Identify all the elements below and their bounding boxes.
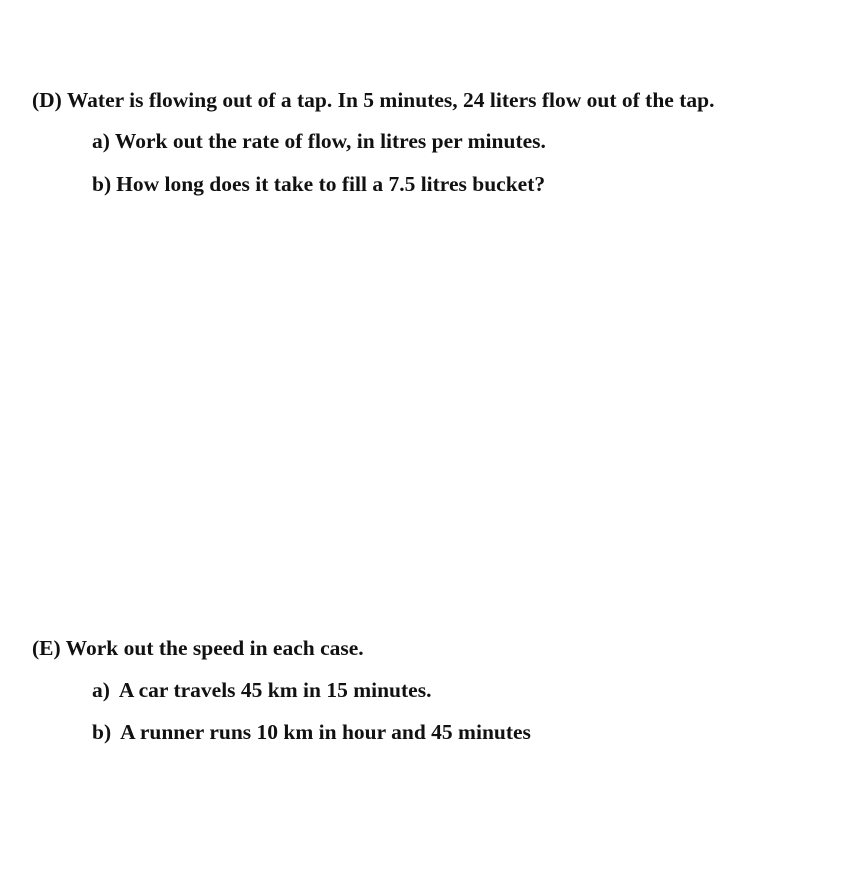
question-d-text: Water is flowing out of a tap. In 5 minutes, 24 liters flow out of the tap.: [66, 88, 715, 112]
question-e-part-b: [92, 722, 531, 744]
question-e-part-b-text: A runner runs 10 km in hour and 45 minutes: [120, 720, 531, 744]
question-d-part-a-text: Work out the rate of flow, in litres per minutes.: [114, 129, 546, 153]
question-e-part-a: [92, 680, 431, 702]
question-e: [32, 638, 364, 660]
question-e-label: (E): [32, 636, 61, 660]
question-d: [32, 90, 714, 112]
question-d-label: (D): [32, 88, 62, 112]
question-e-part-b-label: b): [92, 720, 112, 744]
question-d-part-b-text: How long does it take to fill a 7.5 litres bucket?: [116, 172, 546, 196]
question-d-part-b-label: b): [92, 172, 112, 196]
question-d-part-b: [92, 174, 545, 196]
question-d-part-a: [92, 131, 546, 153]
question-e-text: Work out the speed in each case.: [65, 636, 364, 660]
question-d-part-a-label: a): [92, 129, 110, 153]
question-e-part-a-label: a): [92, 678, 110, 702]
question-e-part-a-text: A car travels 45 km in 15 minutes.: [118, 678, 432, 702]
